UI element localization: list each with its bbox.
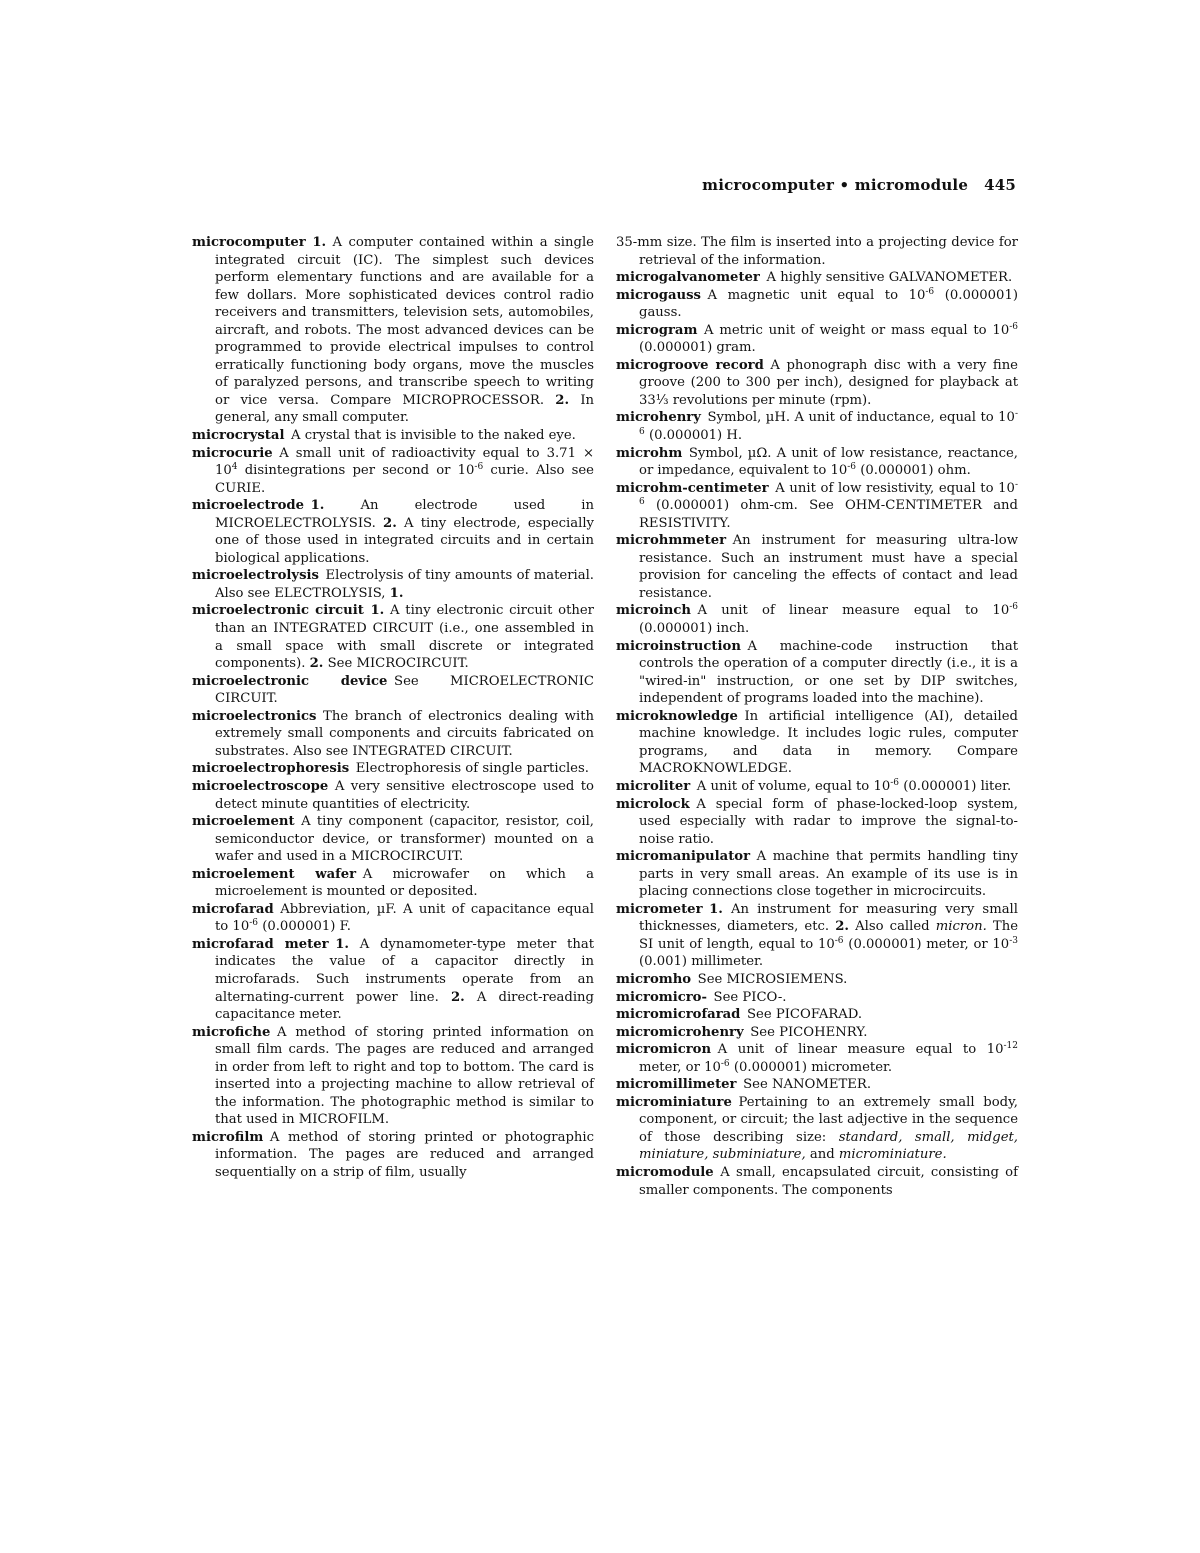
right-column [616, 234, 1018, 1199]
definition-text: A unit of volume, equal to 10 [696, 778, 891, 794]
definition-text: See PICOHENRY. [750, 1024, 868, 1040]
entry-headword: microelectronic circuit [192, 603, 364, 619]
entry-headword: micromho [616, 971, 692, 987]
definition-text: A tiny electronic circuit other than an INTEGRATED CIRCUIT (i.e., one assembled in a small space with small discrete or integrated components). [215, 603, 594, 672]
definition-text: A direct-reading capacitance meter. [215, 989, 594, 1023]
definition-text: (0.000001) ohm-cm. See OHM-CENTIMETER and RESISTIVITY. [639, 498, 1018, 531]
entry-headword: microhm-centimeter [616, 480, 769, 496]
entry-headword: microcrystal [192, 428, 285, 444]
entry-headword: microknowledge [616, 708, 738, 724]
exponent: -6 [639, 479, 1018, 508]
definition-text: See NANOMETER. [743, 1077, 872, 1093]
definition-text: Symbol, µH. A unit of inductance, equal to 10 [707, 410, 1015, 426]
definition-text: A crystal that is invisible to the naked eye. [291, 428, 576, 444]
entry-headword: microhm [616, 445, 683, 461]
exponent: -6 [720, 1058, 730, 1069]
definition-text: A special form of phase-locked-loop system, used especially with radar to improve the signal-to-noise ratio. [639, 796, 1018, 847]
dictionary-entry [192, 497, 594, 567]
exponent: -6 [1009, 602, 1018, 613]
page-number: 445 [984, 176, 1016, 194]
definition-text: (0.000001) micrometer. [733, 1059, 893, 1075]
entry-headword: microlock [616, 796, 690, 812]
dictionary-entry [616, 357, 1018, 410]
dictionary-entry [192, 936, 594, 1024]
definition-text: Also called [855, 919, 930, 935]
dictionary-entry [616, 901, 1018, 971]
definition-text: Electrolysis of tiny amounts of material. Also see ELECTROLYSIS, [215, 568, 594, 601]
sense-number: 2. [383, 515, 397, 531]
definition-text: (0.000001) liter. [903, 778, 1012, 794]
definition-text: disintegrations per second or 10 [244, 463, 475, 479]
dictionary-entry [616, 1024, 1018, 1042]
entry-headword: microgalvanometer [616, 270, 760, 286]
sense-number: 1. [310, 498, 325, 514]
entry-headword: microcomputer [192, 235, 306, 250]
definition-text: Symbol, µΩ. A unit of low resistance, reactance, or impedance, equivalent to 10 [639, 445, 1018, 479]
sense-number: 2. [309, 656, 324, 672]
dictionary-entry [616, 1076, 1018, 1094]
dictionary-entry [616, 796, 1018, 849]
definition-text: See MICROSIEMENS. [697, 971, 848, 987]
entry-headword: microcurie [192, 445, 273, 461]
dictionary-entry [192, 708, 594, 761]
sense-number: 1. [389, 585, 404, 601]
definition-text: A unit of linear measure equal to 10 [717, 1042, 1004, 1058]
definition-text: A method of storing printed or photographic information. The pages are reduced and arranged sequentially on a strip of film, usually [215, 1129, 594, 1180]
italic-term: microminiature. [838, 1147, 947, 1163]
exponent: -3 [1009, 935, 1018, 946]
definition-text: A unit of low resistivity, equal to 10 [775, 480, 1015, 496]
sense-number: 1. [370, 603, 385, 619]
dictionary-entry [616, 1094, 1018, 1164]
definition-text: Electrophoresis of single particles. [355, 761, 589, 777]
definition-text: curie. Also see CURIE. [215, 463, 594, 496]
definition-text: Abbreviation, µF. A unit of capacitance equal to 10 [215, 901, 594, 935]
dictionary-entry [616, 602, 1018, 637]
definition-text: and [809, 1147, 835, 1163]
dictionary-entry [616, 971, 1018, 989]
dictionary-entry [616, 1164, 1018, 1199]
exponent: -6 [474, 462, 484, 473]
dictionary-entry [616, 532, 1018, 602]
entry-headword: microelectrode [192, 498, 305, 514]
entry-headword: micromanipulator [616, 849, 751, 865]
entry-headword: microinch [616, 603, 691, 619]
entry-headword: microfiche [192, 1024, 271, 1040]
definition-text: The SI unit of length, equal to 10 [639, 919, 1019, 952]
running-head [600, 176, 1016, 194]
exponent: -12 [1003, 1041, 1018, 1052]
sense-number: 2. [450, 989, 465, 1005]
entry-headword: microelectroscope [192, 778, 329, 794]
dictionary-entry [616, 848, 1018, 901]
definition-text: See MICROELECTRONIC CIRCUIT. [215, 673, 594, 707]
exponent: -6 [249, 918, 258, 929]
definition-text: A computer contained within a single integrated circuit (IC). The simplest such devices perform elementary functions and are available for a few dollars. More sophisticated devices control radio receivers and transmitters, television sets, automobiles, aircraft, and robots. The most advanced devices can be programmed to provide electrical impulses to control erratically functioning body organs, move the muscles of paralyzed persons, and transcribe speech to writing or vice versa. Compare MICROPROCESSOR. [215, 235, 594, 408]
entry-headword: microelectronics [192, 708, 317, 724]
definition-text: A unit of linear measure equal to 10 [697, 603, 1010, 619]
exponent: -6 [639, 409, 1018, 438]
entry-headword: microliter [616, 778, 691, 794]
entry-headword: microgauss [616, 287, 701, 303]
dictionary-entry [192, 673, 594, 708]
definition-text: Pertaining to an extremely small body, component, or circuit; the last adjective in the sequence of those describing size: [639, 1094, 1018, 1145]
sense-number: 1. [312, 235, 327, 250]
dictionary-entry [616, 1006, 1018, 1024]
dictionary-entry [616, 708, 1018, 778]
entry-headword: microgroove record [616, 357, 764, 373]
exponent: -6 [925, 286, 935, 297]
definition-text: A microwafer on which a microelement is mounted or deposited. [215, 866, 594, 900]
exponent: -6 [847, 462, 857, 473]
sense-number: 2. [555, 392, 570, 408]
entry-headword: microhmmeter [616, 533, 727, 549]
sense-number: 1. [709, 901, 723, 917]
dictionary-entry [616, 269, 1018, 287]
entry-headword: microinstruction [616, 638, 741, 654]
definition-text: In artificial intelligence (AI), detailed machine knowledge. It includes logic rules, computer programs, and data in memory. Compare MACROKNOWLEDGE. [639, 708, 1018, 777]
definition-text: See PICOFARAD. [747, 1007, 863, 1023]
definition-text: An instrument for measuring very small thicknesses, diameters, etc. [639, 901, 1018, 935]
entry-headword: microgram [616, 322, 698, 338]
dictionary-entry [616, 234, 1018, 269]
definition-text: (0.000001) gauss. [639, 287, 1018, 321]
definition-text: See PICO-. [713, 989, 787, 1005]
italic-term: standard, small, midget, miniature, subminiature, [639, 1129, 1018, 1163]
dictionary-entry [192, 813, 594, 866]
entry-headword: microfarad [192, 901, 274, 917]
definition-text: A highly sensitive GALVANOMETER. [766, 270, 1013, 286]
exponent: -6 [834, 935, 844, 946]
definition-text: (0.000001) gram. [639, 340, 756, 356]
definition-text: A very sensitive electroscope used to detect minute quantities of electricity. [215, 778, 594, 812]
definition-text: (0.000001) meter, or 10 [848, 936, 1010, 952]
definition-text: A tiny component (capacitor, resistor, coil, semiconductor device, or transformer) mounted on a wafer and used in a MICROCIRCUIT. [215, 814, 594, 865]
entry-headword: microelectronic device [192, 673, 388, 689]
definition-text: A dynamometer-type meter that indicates the value of a capacitor directly in microfarads. Such instruments operate from an alternating-current power line. [215, 936, 594, 1005]
definition-text: A tiny electrode, especially one of those used in integrated circuits and in certain biological applications. [215, 515, 594, 566]
dictionary-entry [616, 287, 1018, 322]
definition-text: See MICROCIRCUIT. [327, 656, 469, 672]
entry-headword: micromicrofarad [616, 1007, 741, 1023]
definition-text: A method of storing printed information on small film cards. The pages are reduced and arranged in order from left to right and top to bottom. The card is inserted into a projecting machine to allow retrieval of the information. The photographic method is similar to that used in MICROFILM. [215, 1024, 594, 1128]
dictionary-entry [616, 989, 1018, 1007]
entry-headword: micromillimeter [616, 1077, 737, 1093]
dictionary-entry [192, 778, 594, 813]
entry-headword: microelectrolysis [192, 568, 319, 584]
dictionary-entry [616, 409, 1018, 444]
definition-text: 35-mm size. The film is inserted into a projecting device for retrieval of the information. [616, 235, 1018, 268]
dictionary-entry [616, 322, 1018, 357]
definition-text: (0.000001) F. [262, 919, 351, 935]
definition-text: A magnetic unit equal to 10 [707, 287, 926, 303]
left-column [192, 234, 594, 1182]
definition-text: meter, or 10 [639, 1059, 721, 1075]
definition-text: (0.000001) ohm. [860, 463, 971, 479]
entry-headword: microfilm [192, 1129, 264, 1145]
entry-headword: microelement [192, 814, 295, 830]
dictionary-entry [192, 1024, 594, 1129]
dictionary-entry [616, 1041, 1018, 1076]
definition-text: A metric unit of weight or mass equal to 10 [704, 322, 1010, 338]
exponent: 4 [231, 462, 238, 473]
dictionary-entry [616, 445, 1018, 480]
dictionary-entry [192, 901, 594, 936]
entry-headword: microelement wafer [192, 866, 357, 882]
definition-text: In general, any small computer. [215, 392, 595, 426]
dictionary-entry [192, 427, 594, 445]
sense-number: 1. [335, 936, 349, 952]
dictionary-entry [192, 602, 594, 672]
dictionary-entry [192, 445, 594, 498]
entry-headword: microhenry [616, 410, 701, 426]
definition-text: (0.001) millimeter. [639, 954, 764, 970]
definition-text: (0.000001) inch. [639, 621, 750, 637]
dictionary-entry [192, 760, 594, 778]
definition-text: The branch of electronics dealing with extremely small components and circuits fabricated on substrates. Also see INTEGRATED CIRCUIT. [215, 708, 594, 759]
italic-term: micron. [935, 919, 987, 935]
definition-text: An instrument for measuring ultra-low resistance. Such an instrument must have a special provision for canceling the effects of contact and lead resistance. [639, 533, 1018, 601]
dictionary-entry [616, 480, 1018, 533]
entry-headword: micromodule [616, 1164, 714, 1180]
definition-text: A phonograph disc with a very fine groove (200 to 300 per inch), designed for playback at 33⅓ revolutions per minute (rpm). [639, 357, 1018, 408]
dictionary-entry [616, 778, 1018, 796]
entry-headword: microfarad meter [192, 936, 329, 952]
dictionary-entry [192, 567, 594, 602]
entry-headword: micrometer [616, 901, 703, 917]
definition-text: (0.000001) H. [648, 428, 743, 444]
running-head-title: microcomputer • micromodule [702, 176, 969, 194]
dictionary-entry [192, 866, 594, 901]
entry-headword: microelectrophoresis [192, 761, 350, 777]
entry-headword: microminiature [616, 1094, 732, 1110]
definition-text: A machine that permits handling tiny parts in very small areas. An example of its use is in placing connections close together in microcircuits. [639, 849, 1018, 900]
entry-headword: micromicrohenry [616, 1024, 744, 1040]
sense-number: 2. [835, 919, 849, 935]
dictionary-entry [192, 234, 594, 427]
definition-text: An electrode used in MICROELECTROLYSIS. [215, 498, 594, 531]
dictionary-entry [616, 638, 1018, 708]
dictionary-entry [192, 1129, 594, 1182]
definition-text: A small, encapsulated circuit, consisting of smaller components. The components [639, 1164, 1018, 1198]
definition-text: A machine-code instruction that controls the operation of a computer directly (i.e., it is a "wired-in" instruction, or one set by DIP switches, independent of programs loaded into the machine). [639, 638, 1018, 707]
entry-headword: micromicro- [616, 989, 707, 1005]
entry-headword: micromicron [616, 1042, 712, 1058]
exponent: -6 [890, 777, 900, 788]
definition-text: A small unit of radioactivity equal to 3.71 × 10 [215, 445, 594, 479]
exponent: -6 [1009, 321, 1018, 332]
